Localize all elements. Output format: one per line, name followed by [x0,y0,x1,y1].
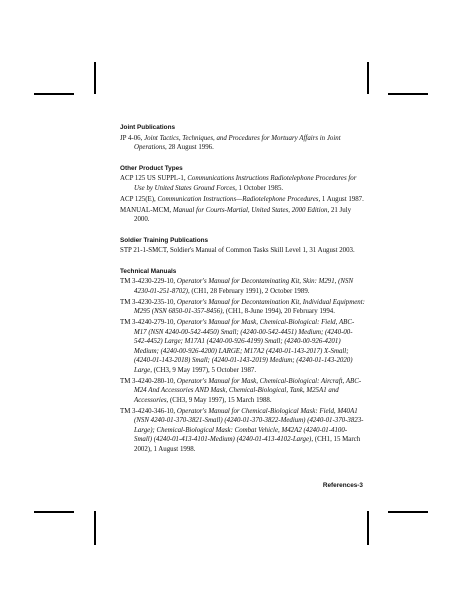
crop-mark [34,93,74,95]
section-heading: Technical Manuals [120,267,177,275]
reference-entry [120,318,365,375]
reference-section [120,164,365,225]
reference-entry [120,206,365,225]
publication-details: , 1 August 1987. [318,195,364,203]
publication-title: Operator's Manual for Decontaminating Kit, Skin: M291, (NSN 4230-01-251-8702) [134,278,354,295]
crop-mark [367,62,369,94]
publication-title: Joint Tactics, Techniques, and Procedures for Mortuary Affairs in Joint Operations [134,134,341,151]
publication-title: Manual for Courts-Martial, United States, 2000 Edition [172,206,328,214]
reference-entry [120,377,365,406]
publication-details: , 1 October 1985. [235,184,284,192]
publication-code: TM 3-4240-280-10, [120,377,177,385]
publication-code: ACP 125 US SUPPL-1, [120,175,188,182]
crop-mark [388,93,428,95]
reference-entry [120,246,365,256]
reference-section [120,236,365,256]
crop-mark [34,511,74,513]
publication-title: Communications Instructions Radiotelephone Procedures for Use by United States Ground Forces [134,175,357,192]
publication-code: MANUAL-MCM, [120,206,173,214]
crop-mark [367,511,369,545]
publication-details: , (CH1, 28 February 1991), 2 October 1989. [187,287,310,295]
crop-mark [94,62,96,94]
section-heading: Soldier Training Publications [120,236,209,244]
publication-details: , (CH1, 15 March 2002), 1 August 1998. [134,436,361,453]
publication-title: Communication Instructions—Radiotelephone Procedures [157,195,319,203]
reference-entry [120,195,365,205]
page-footer: References-3 [322,482,363,489]
reference-entry [120,174,365,193]
publication-details: , (CH3, 9 May 1997), 5 October 1987. [150,366,257,374]
reference-entry [120,134,365,153]
publication-code: TM 3-4240-279-10, [120,319,177,326]
reference-section [120,267,365,455]
reference-entry [120,298,365,317]
publication-details: Soldier's Manual of Common Tasks Skill Level 1, 31 August 2003. [169,247,355,254]
section-heading: Joint Publications [120,124,176,131]
publication-title: Operator's Manual for Chemical-Biological Mask: Field, M40A1 (NSN 4240-01-370-3821-Small) (4240-01-370-3822-Medium) (4240-01-370-3823-Large); Chemical-Biological Mask: Combat Vehicle, M42A2 (4240-01-4100-Small) (4240-01-413-4101-Medium) (4240-01-413-4102-Large) [134,407,364,443]
publication-code: TM 3-4230-235-10, [120,298,177,306]
publication-title: Operator's Manual for Mask, Chemical-Biological: Field, ABC-M17 (NSN 4240-00-542-4450) Small; (4240-00-542-4451) Medium; (4240-00-542-4452) Large; M17A1 (4240-00-926-4199) Small; (4240-00-926-4201) Medium; (4240-00-926-4200) LARGE; M17A2 (4240-01-143-2017) X-Small; (4240-01-143-2018) Small; (4240-01-143-2019) Medium; (4240-01-143-2020) Large [134,319,355,374]
reference-section [120,123,365,153]
reference-entry [120,277,365,296]
publication-details: , 21 July 2000. [134,206,352,223]
publication-details: , (CH1, 8-June 1994), 20 February 1994. [222,308,335,315]
reference-entry [120,407,365,455]
references-content [120,123,365,465]
publication-code: STP 21-1-SMCT, [120,247,170,254]
crop-mark [94,511,96,545]
crop-mark [388,511,428,513]
publication-code: ACP 125(E), [120,195,158,203]
publication-code: JP 4-06, [120,134,145,142]
publication-details: , 28 August 1996. [165,144,214,151]
publication-code: TM 3-4230-229-10, [120,278,177,285]
section-heading: Other Product Types [120,164,183,172]
publication-title: Operator's Manual for Decontamination Kit, Individual Equipment: M295 (NSN 6850-01-357-8456) [134,298,365,315]
publication-details: , (CH3, 9 May 1997), 15 March 1988. [166,396,272,404]
publication-title: Operator's Manual for Mask, Chemical-Biological: Aircraft, ABC-M24 And Accessories AND Mask, Chemical-Biological, Tank, M25A1 and Accessories [134,377,362,404]
publication-code: TM 3-4240-346-10, [120,407,177,415]
